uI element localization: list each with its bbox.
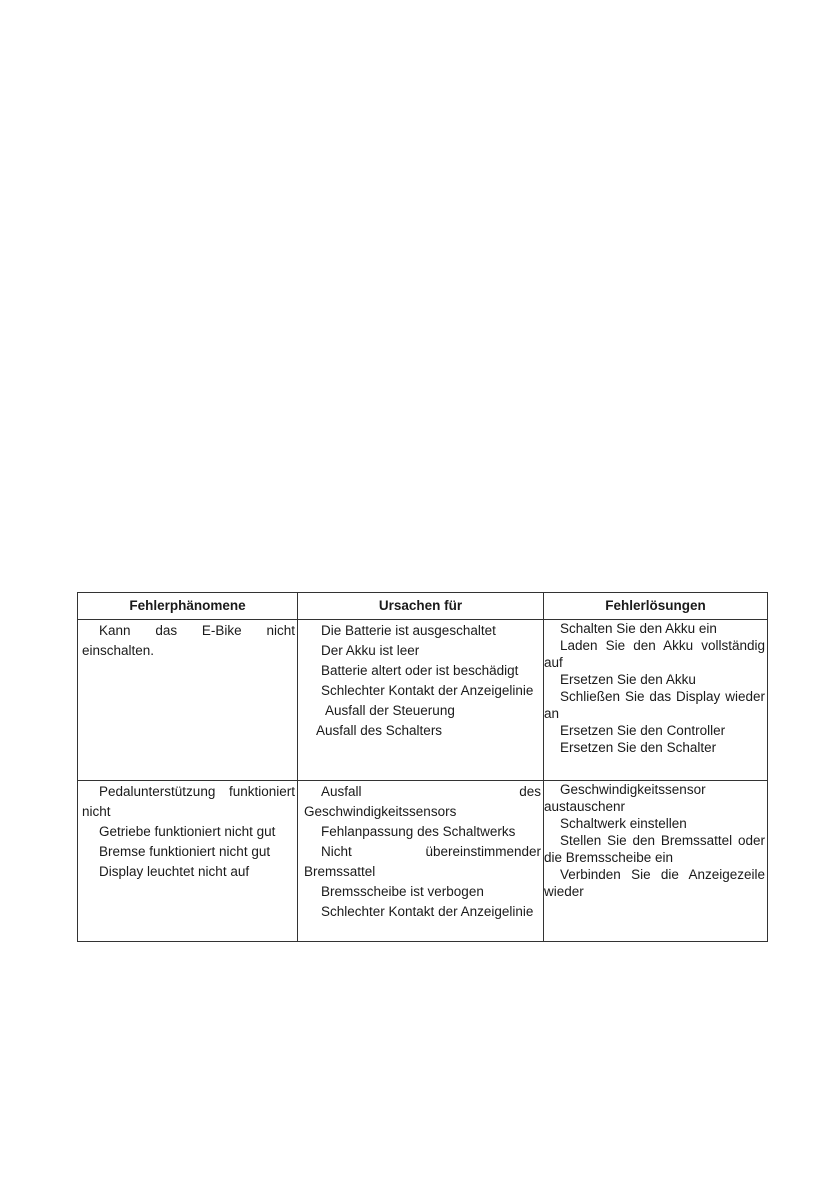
phenomenon-item: Display leuchtet nicht auf bbox=[99, 864, 250, 879]
phenomenon-item: Getriebe funktioniert nicht gut bbox=[99, 824, 276, 839]
cause-item: Die Batterie ist ausgeschaltet bbox=[321, 623, 496, 638]
solution-item: Schaltwerk einstellen bbox=[560, 816, 687, 831]
cause-item: Bremsscheibe ist verbogen bbox=[321, 884, 484, 899]
table-header-row bbox=[78, 593, 768, 620]
cause-item: Ausfall des Geschwindigkeitssensors bbox=[304, 784, 541, 819]
solutions-cell bbox=[544, 620, 768, 781]
cause-item: Der Akku ist leer bbox=[321, 643, 420, 658]
cause-item: Ausfall des Schalters bbox=[316, 723, 443, 738]
header-causes: Ursachen für bbox=[298, 593, 544, 620]
phenomena-cell bbox=[78, 620, 298, 781]
table-row bbox=[78, 620, 768, 781]
troubleshooting-table bbox=[77, 592, 768, 942]
cause-item: Batterie altert oder ist beschädigt bbox=[321, 663, 519, 678]
solution-item: Ersetzen Sie den Akku bbox=[560, 672, 696, 687]
cause-item: Ausfall der Steuerung bbox=[325, 703, 455, 718]
phenomenon-item: Kann das E-Bike nicht einschalten. bbox=[82, 623, 295, 658]
table-row bbox=[78, 781, 768, 942]
solution-item: Schließen Sie das Display wieder an bbox=[544, 689, 765, 721]
header-solutions: Fehlerlösungen bbox=[544, 593, 768, 620]
solution-item: Verbinden Sie die Anzeigezeile wieder bbox=[544, 867, 765, 899]
solution-item: Ersetzen Sie den Controller bbox=[560, 723, 726, 738]
cause-item: Schlechter Kontakt der Anzeigelinie bbox=[321, 904, 534, 919]
solution-item: Laden Sie den Akku vollständig auf bbox=[544, 638, 765, 670]
header-fault-phenomena: Fehlerphänomene bbox=[78, 593, 298, 620]
causes-cell bbox=[298, 781, 544, 942]
phenomenon-item: Bremse funktioniert nicht gut bbox=[99, 844, 271, 859]
cause-item: Nicht übereinstimmender Bremssattel bbox=[304, 844, 541, 879]
solution-item: Ersetzen Sie den Schalter bbox=[560, 740, 717, 755]
causes-cell bbox=[298, 620, 544, 781]
cause-item: Schlechter Kontakt der Anzeigelinie bbox=[321, 683, 534, 698]
phenomena-cell bbox=[78, 781, 298, 942]
solution-item: Geschwindigkeitssensor austauschenr bbox=[544, 782, 706, 814]
cause-item: Fehlanpassung des Schaltwerks bbox=[321, 824, 516, 839]
solution-item: Schalten Sie den Akku ein bbox=[560, 621, 717, 636]
phenomenon-item: Pedalunterstützung funktioniert nicht bbox=[82, 784, 295, 819]
solution-item: Stellen Sie den Bremssattel oder die Bremsscheibe ein bbox=[544, 833, 765, 865]
solutions-cell bbox=[544, 781, 768, 942]
